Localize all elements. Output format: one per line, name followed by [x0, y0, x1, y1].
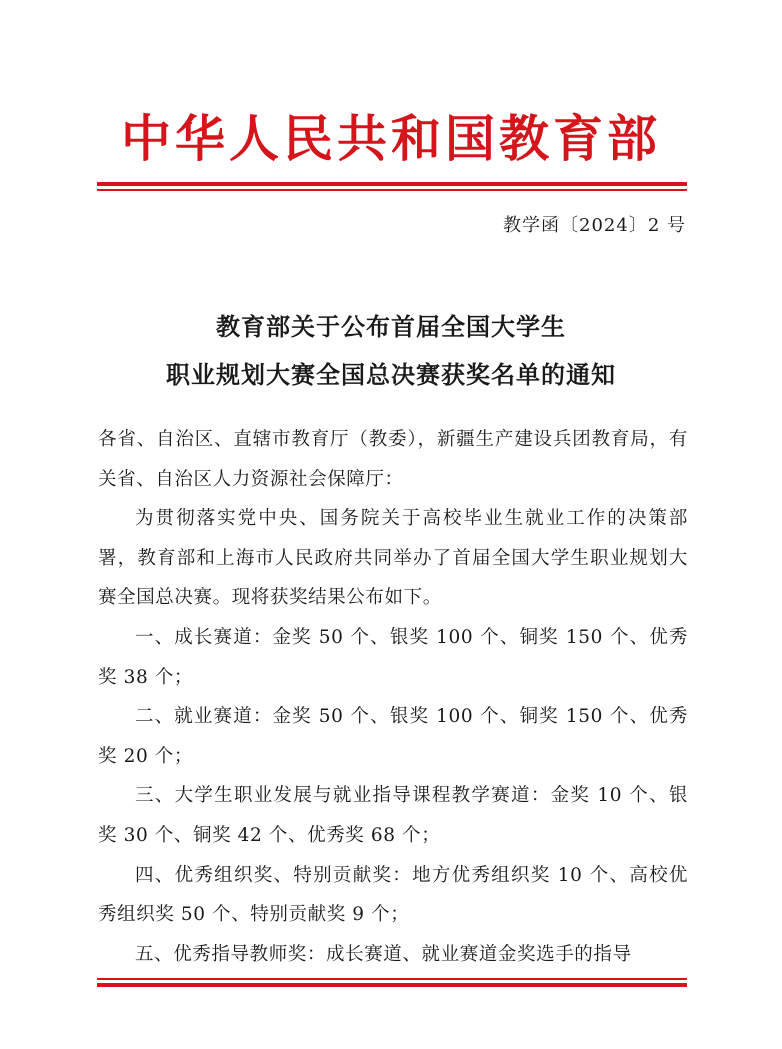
header-rule-thin — [97, 189, 687, 191]
paragraph-item-5: 五、优秀指导教师奖：成长赛道、就业赛道金奖选手的指导 — [135, 943, 632, 965]
salutation: 各省、自治区、直辖市教育厅（教委），新疆生产建设兵团教育局，有关省、自治区人力资源社会保障厅： — [98, 429, 688, 490]
paragraph-item-4: 四、优秀组织奖、特别贡献奖：地方优秀组织奖 10 个、高校优秀组织奖 50 个、特别贡献奖 9 个； — [98, 864, 688, 926]
footer-rule-thick — [97, 983, 687, 987]
paragraph-item-3: 三、大学生职业发展与就业指导课程教学赛道：金奖 10 个、银奖 30 个、铜奖 42 个、优秀奖 68 个； — [98, 785, 688, 846]
masthead-org-name: 中华人民共和国教育部 — [121, 109, 661, 168]
paragraph-item-1: 一、成长赛道：金奖 50 个、银奖 100 个、铜奖 150 个、优秀奖 38 个； — [98, 626, 688, 688]
paragraph-intro: 为贯彻落实党中央、国务院关于高校毕业生就业工作的决策部署，教育部和上海市人民政府共同举办了首届全国大学生职业规划大赛全国总决赛。现将获奖结果公布如下。 — [98, 508, 688, 609]
footer-rule-thin — [97, 978, 687, 980]
document-number: 教学函〔2024〕2 号 — [503, 215, 686, 236]
document-title-line-1: 教育部关于公布首届全国大学生 — [216, 313, 566, 341]
header-rule-thick — [97, 182, 687, 186]
document-body — [98, 420, 688, 974]
document-title-line-2: 职业规划大赛全国总决赛获奖名单的通知 — [166, 361, 616, 389]
paragraph-item-2: 二、就业赛道：金奖 50 个、银奖 100 个、铜奖 150 个、优秀奖 20 个； — [98, 706, 688, 767]
